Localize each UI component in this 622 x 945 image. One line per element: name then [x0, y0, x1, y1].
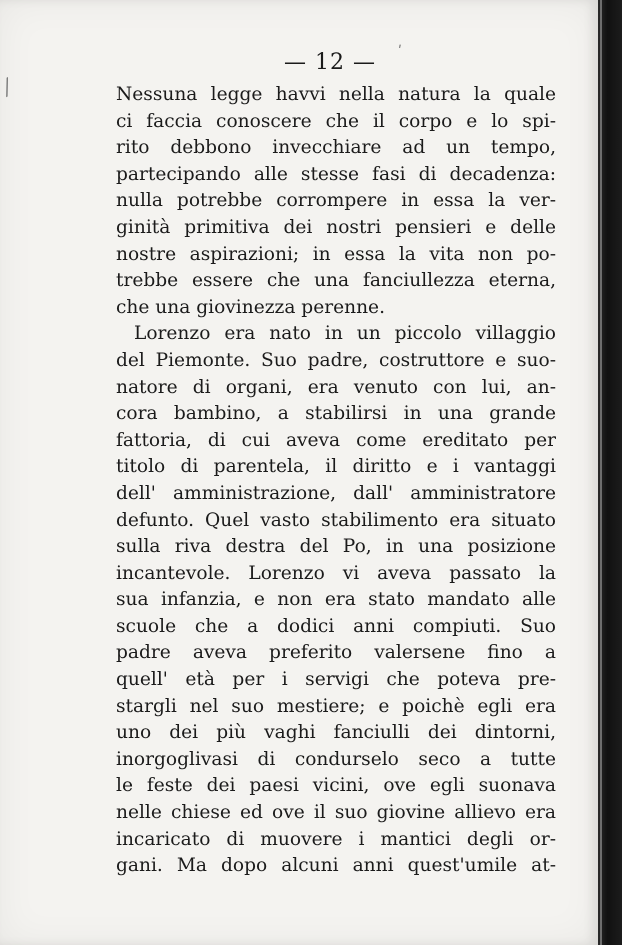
- text-line: rito debbono invecchiare ad un tempo,: [116, 137, 556, 159]
- text-line: stargli nel suo mestiere; e poichè egli era: [116, 695, 556, 717]
- text-line: dell' amministrazione, dall' amministratore: [116, 482, 556, 504]
- text-line: natore di organi, era venuto con lui, an-: [116, 376, 556, 398]
- text-line: uno dei più vaghi fanciulli dei dintorni,: [116, 722, 556, 744]
- text-line: Lorenzo era nato in un piccolo villaggio: [134, 323, 556, 345]
- text-line: gani. Ma dopo alcuni anni quest'umile at-: [116, 855, 556, 877]
- text-line: cora bambino, a stabilirsi in una grande: [116, 403, 556, 425]
- text-line: sulla riva destra del Po, in una posizione: [116, 536, 556, 558]
- text-line: quell' età per i servigi che poteva pre-: [116, 669, 556, 691]
- text-line: incaricato di muovere i mantici degli or-: [116, 828, 556, 850]
- page-number: — 12 —: [284, 50, 376, 75]
- text-line: inorgoglivasi di condurselo seco a tutte: [116, 748, 556, 770]
- text-line: del Piemonte. Suo padre, costruttore e suo-: [116, 349, 556, 371]
- text-line: defunto. Quel vasto stabilimento era situato: [116, 509, 556, 531]
- paragraph-1: [116, 82, 556, 321]
- text-line: nostre aspirazioni; in essa la vita non po-: [116, 243, 556, 265]
- text-line: che una giovinezza perenne.: [116, 296, 385, 318]
- text-line: fattoria, di cui aveva come ereditato per: [116, 429, 556, 451]
- stray-mark: ⁄: [0, 76, 16, 101]
- text-line: ci faccia conoscere che il corpo e lo spi-: [116, 110, 556, 132]
- text-line: trebbe essere che una fanciullezza eterna,: [116, 270, 556, 292]
- text-line: nelle chiese ed ove il suo giovine allievo era: [116, 802, 556, 824]
- text-line: le feste dei paesi vicini, ove egli suonava: [116, 775, 556, 797]
- text-line: padre aveva preferito valersene fino a: [116, 642, 556, 664]
- text-line: ginità primitiva dei nostri pensieri e delle: [116, 216, 556, 238]
- text-line: Nessuna legge havvi nella natura la quale: [116, 84, 556, 105]
- paragraph-2: [116, 321, 556, 879]
- text-line: sua infanzia, e non era stato mandato alle: [116, 589, 556, 611]
- text-line: scuole che a dodici anni compiuti. Suo: [116, 615, 556, 637]
- stray-mark: ʹ: [398, 44, 402, 60]
- text-line: titolo di parentela, il diritto e i vantaggi: [116, 456, 556, 478]
- body-text: [116, 82, 556, 880]
- text-line: partecipando alle stesse fasi di decadenza:: [116, 163, 556, 185]
- text-line: nulla potrebbe corrompere in essa la ver-: [116, 190, 556, 212]
- text-line: incantevole. Lorenzo vi aveva passato la: [116, 562, 556, 584]
- book-spine: [598, 0, 622, 945]
